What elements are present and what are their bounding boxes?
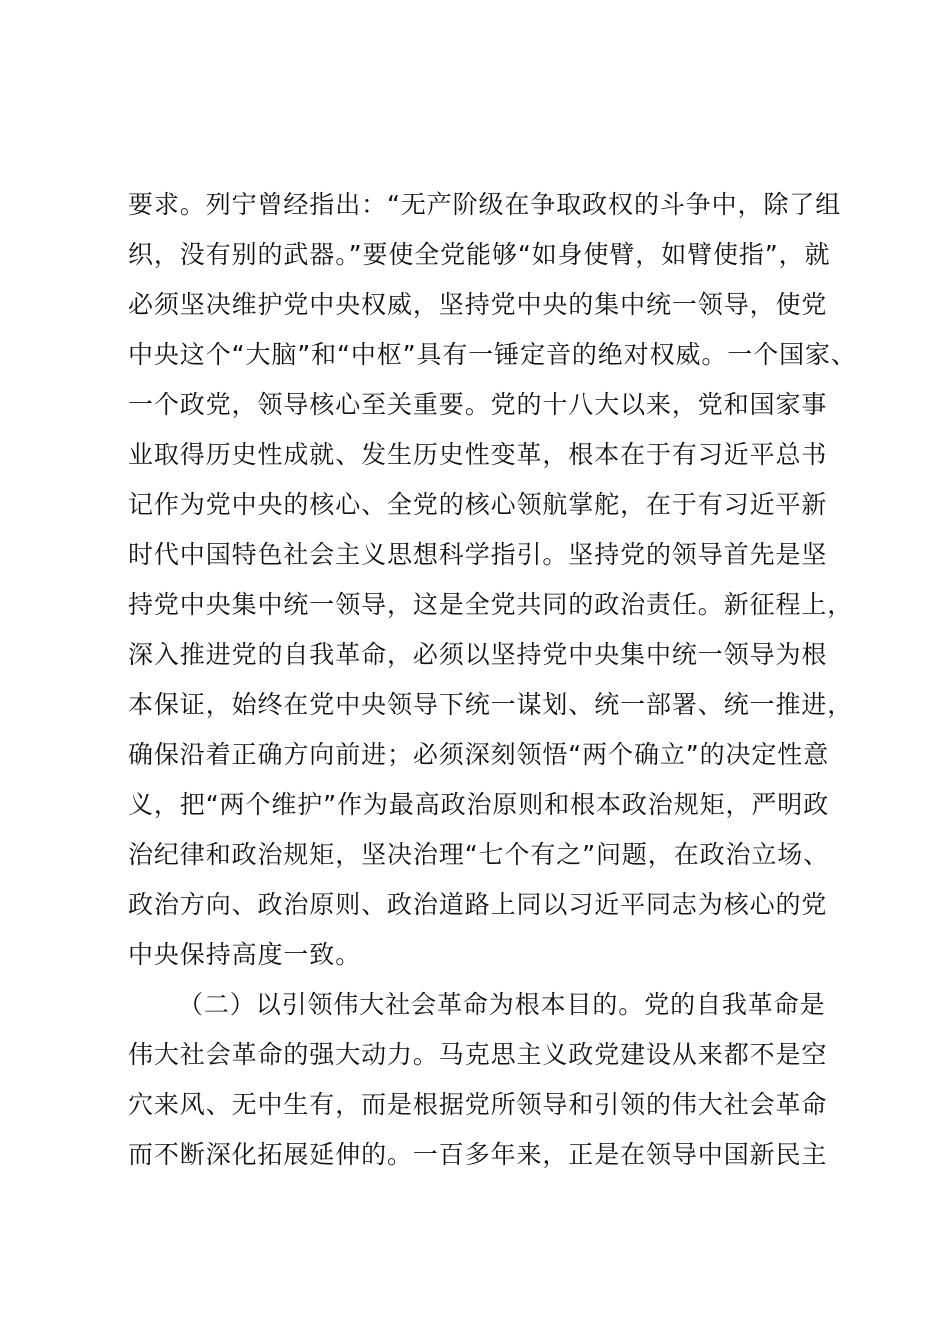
text-line: 持党中央集中统一领导，这是全党共同的政治责任。新征程上，	[128, 590, 854, 619]
text-line: 义，把“两个维护”作为最高政治原则和根本政治规矩，严明政	[128, 790, 830, 819]
text-line: （二）以引领伟大社会革命为根本目的。党的自我革命是	[178, 990, 826, 1019]
text-line: 业取得历史性成就、发生历史性变革，根本在于有习近平总书	[128, 440, 828, 469]
text-line: 一个政党，领导核心至关重要。党的十八大以来，党和国家事	[128, 390, 828, 419]
paragraph-2	[128, 980, 888, 1180]
text-line: 伟大社会革命的强大动力。马克思主义政党建设从来都不是空	[128, 1040, 828, 1069]
text-line: 确保沿着正确方向前进；必须深刻领悟“两个确立”的决定性意	[128, 740, 830, 769]
text-line: 穴来风、无中生有，而是根据党所领导和引领的伟大社会革命	[128, 1090, 828, 1119]
text-line: 而不断深化拓展延伸的。一百多年来，正是在领导中国新民主	[128, 1140, 828, 1169]
text-line: 中央这个“大脑”和“中枢”具有一锤定音的绝对权威。一个国家、	[128, 340, 857, 369]
document-body	[128, 180, 888, 1180]
text-line: 要求。列宁曾经指出：“无产阶级在争取政权的斗争中，除了组	[128, 190, 842, 219]
text-line: 时代中国特色社会主义思想科学指引。坚持党的领导首先是坚	[128, 540, 828, 569]
text-line: 记作为党中央的核心、全党的核心领航掌舵，在于有习近平新	[128, 490, 828, 519]
paragraph-1	[128, 180, 888, 980]
text-line: 织，没有别的武器。”要使全党能够“如身使臂，如臂使指”，就	[128, 240, 831, 269]
text-line: 深入推进党的自我革命，必须以坚持党中央集中统一领导为根	[128, 640, 828, 669]
text-line: 本保证，始终在党中央领导下统一谋划、统一部署、统一推进，	[128, 690, 854, 719]
text-line: 治纪律和政治规矩，坚决治理“七个有之”问题，在政治立场、	[128, 840, 830, 869]
text-line: 政治方向、政治原则、政治道路上同以习近平同志为核心的党	[128, 890, 828, 919]
text-line: 必须坚决维护党中央权威，坚持党中央的集中统一领导，使党	[128, 290, 828, 319]
text-line: 中央保持高度一致。	[128, 940, 362, 969]
